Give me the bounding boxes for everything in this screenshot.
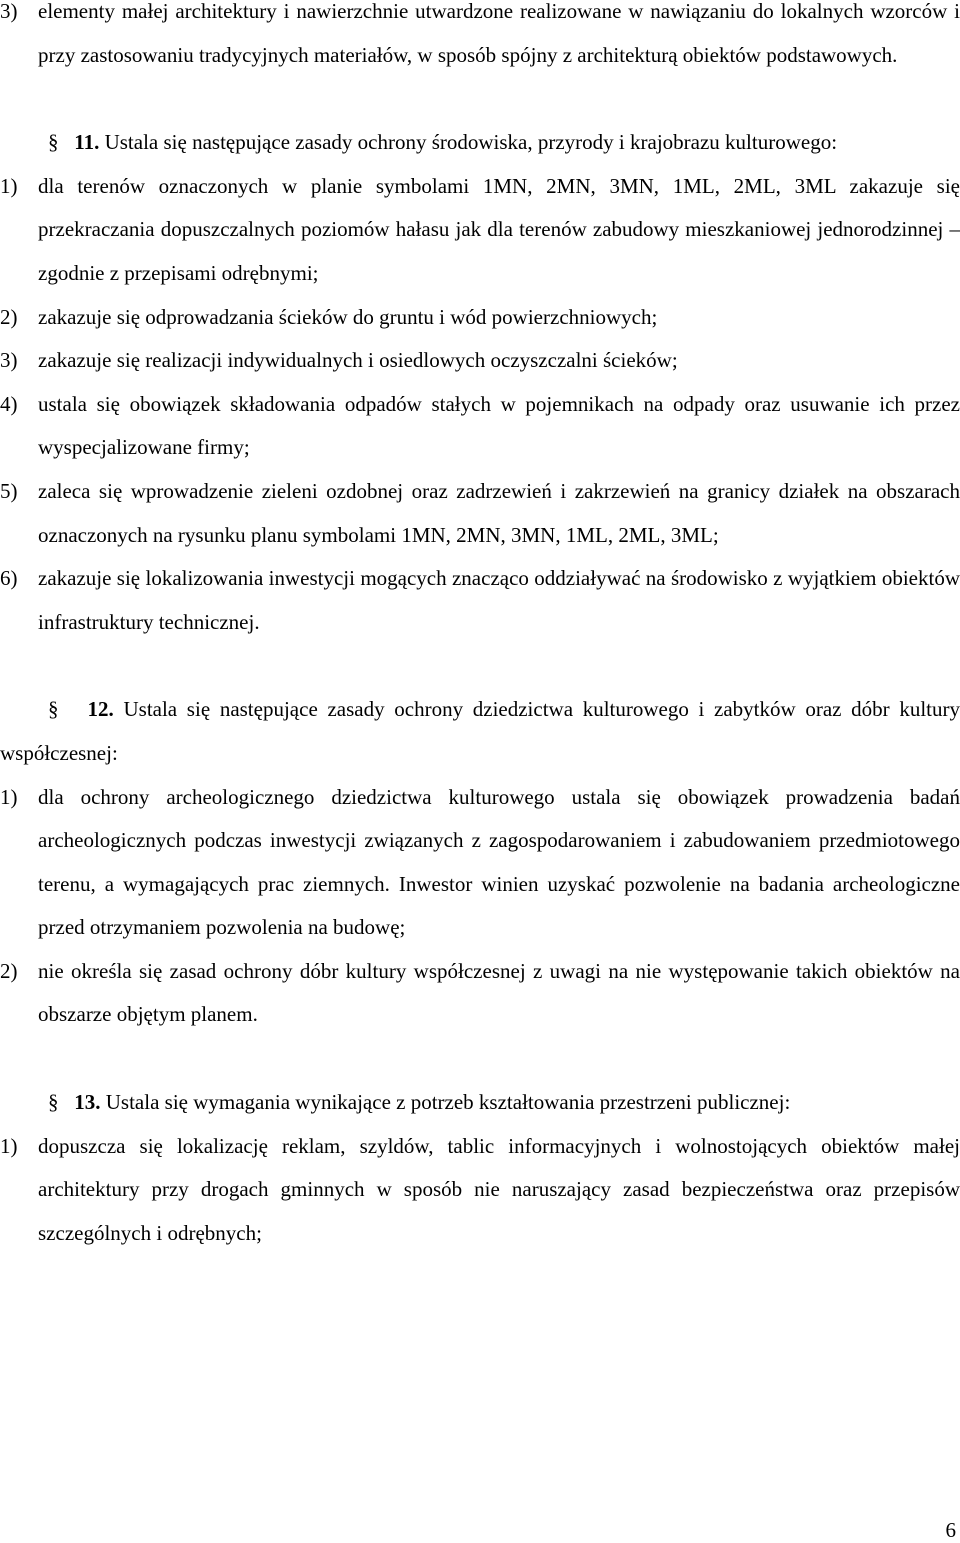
section-heading <box>0 1081 960 1125</box>
list-item <box>0 383 960 470</box>
list-item-number: 1) <box>0 173 18 198</box>
section-list <box>0 165 960 645</box>
section-list <box>0 776 960 1038</box>
list-item-text: dla ochrony archeologicznego dziedzictwa kulturowego ustala się obowiązek prowadzenia badań archeologicznych podczas inwestycji związanych z zagospodarowaniem i zabudowaniem przedmiotowego terenu, a wymagających prac ziemnych. Inwestor winien uzyskać pozwolenie na badania archeologiczne przed otrzymaniem pozwolenia na budowę; <box>38 784 960 940</box>
spacer <box>0 1037 960 1081</box>
section-heading-text: Ustala się wymagania wynikające z potrzeb kształtowania przestrzeni publicznej: <box>105 1090 791 1115</box>
list-item-text: zakazuje się lokalizowania inwestycji mogących znacząco oddziaływać na środowisko z wyjątkiem obiektów infrastruktury technicznej. <box>38 566 960 634</box>
list-item <box>0 470 960 557</box>
section-13 <box>0 1081 960 1255</box>
list-item-number: 3) <box>0 0 18 23</box>
spacer <box>0 644 960 688</box>
list-item <box>0 557 960 644</box>
list-item-number: 5) <box>0 478 18 503</box>
section-heading-text: Ustala się następujące zasady ochrony środowiska, przyrody i krajobrazu kulturowego: <box>104 130 838 155</box>
list-item-text: ustala się obowiązek składowania odpadów stałych w pojemnikach na odpady oraz usuwanie ich przez wyspecjalizowane firmy; <box>38 391 960 460</box>
paragraph-number: 11. <box>74 130 100 155</box>
list-item <box>0 950 960 1037</box>
list-item-text: zakazuje się odprowadzania ścieków do gruntu i wód powierzchniowych; <box>38 304 658 329</box>
list-item-number: 3) <box>0 348 18 373</box>
intro-list <box>0 0 960 77</box>
list-item-number: 4) <box>0 391 18 416</box>
list-item-text: dla terenów oznaczonych w planie symbolami 1MN, 2MN, 3MN, 1ML, 2ML, 3ML zakazuje się przekraczania dopuszczalnych poziomów hałasu jak dla terenów zabudowy mieszkaniowej jednorodzinnej – zgodnie z przepisami odrębnymi; <box>38 173 960 285</box>
list-item-text: zaleca się wprowadzenie zieleni ozdobnej oraz zadrzewień i zakrzewień na granicy działek na obszarach oznaczonych na rysunku planu symbolami 1MN, 2MN, 3MN, 1ML, 2ML, 3ML; <box>38 478 960 547</box>
section-heading <box>0 688 960 775</box>
list-item-text: elementy małej architektury i nawierzchnie utwardzone realizowane w nawiązaniu do lokalnych wzorców i przy zastosowaniu tradycyjnych materiałów, w sposób spójny z architekturą obiektów podstawowych. <box>38 0 960 67</box>
section-11 <box>0 121 960 644</box>
section-list <box>0 1125 960 1256</box>
list-item <box>0 776 960 950</box>
list-item <box>0 339 960 383</box>
list-item <box>0 296 960 340</box>
list-item-number: 1) <box>0 784 18 809</box>
paragraph-number: 13. <box>74 1090 101 1115</box>
section-heading <box>0 121 960 165</box>
section-heading-text: Ustala się następujące zasady ochrony dziedzictwa kulturowego i zabytków oraz dóbr kultury współczesnej: <box>0 697 960 765</box>
spacer <box>0 77 960 121</box>
list-item <box>0 165 960 296</box>
list-item-number: 1) <box>0 1133 18 1158</box>
paragraph-mark: § <box>48 697 59 722</box>
list-item-text: nie określa się zasad ochrony dóbr kultury współczesnej z uwagi na nie występowanie takich obiektów na obszarze objętym planem. <box>38 958 960 1027</box>
list-item <box>0 0 960 77</box>
list-item-number: 2) <box>0 958 18 983</box>
list-item-number: 6) <box>0 566 18 591</box>
paragraph-mark: § <box>48 1090 59 1115</box>
list-item-text: dopuszcza się lokalizację reklam, szyldów, tablic informacyjnych i wolnostojących obiektów małej architektury przy drogach gminnych w sposób nie naruszający zasad bezpieczeństwa oraz przepisów szczególnych i odrębnych; <box>38 1133 960 1245</box>
list-item-text: zakazuje się realizacji indywidualnych i osiedlowych oczyszczalni ścieków; <box>38 348 678 373</box>
section-12 <box>0 688 960 1037</box>
page-number: 6 <box>945 1518 956 1542</box>
paragraph-number: 12. <box>87 697 114 722</box>
list-item <box>0 1125 960 1256</box>
paragraph-mark: § <box>48 130 59 155</box>
list-item-number: 2) <box>0 304 18 329</box>
